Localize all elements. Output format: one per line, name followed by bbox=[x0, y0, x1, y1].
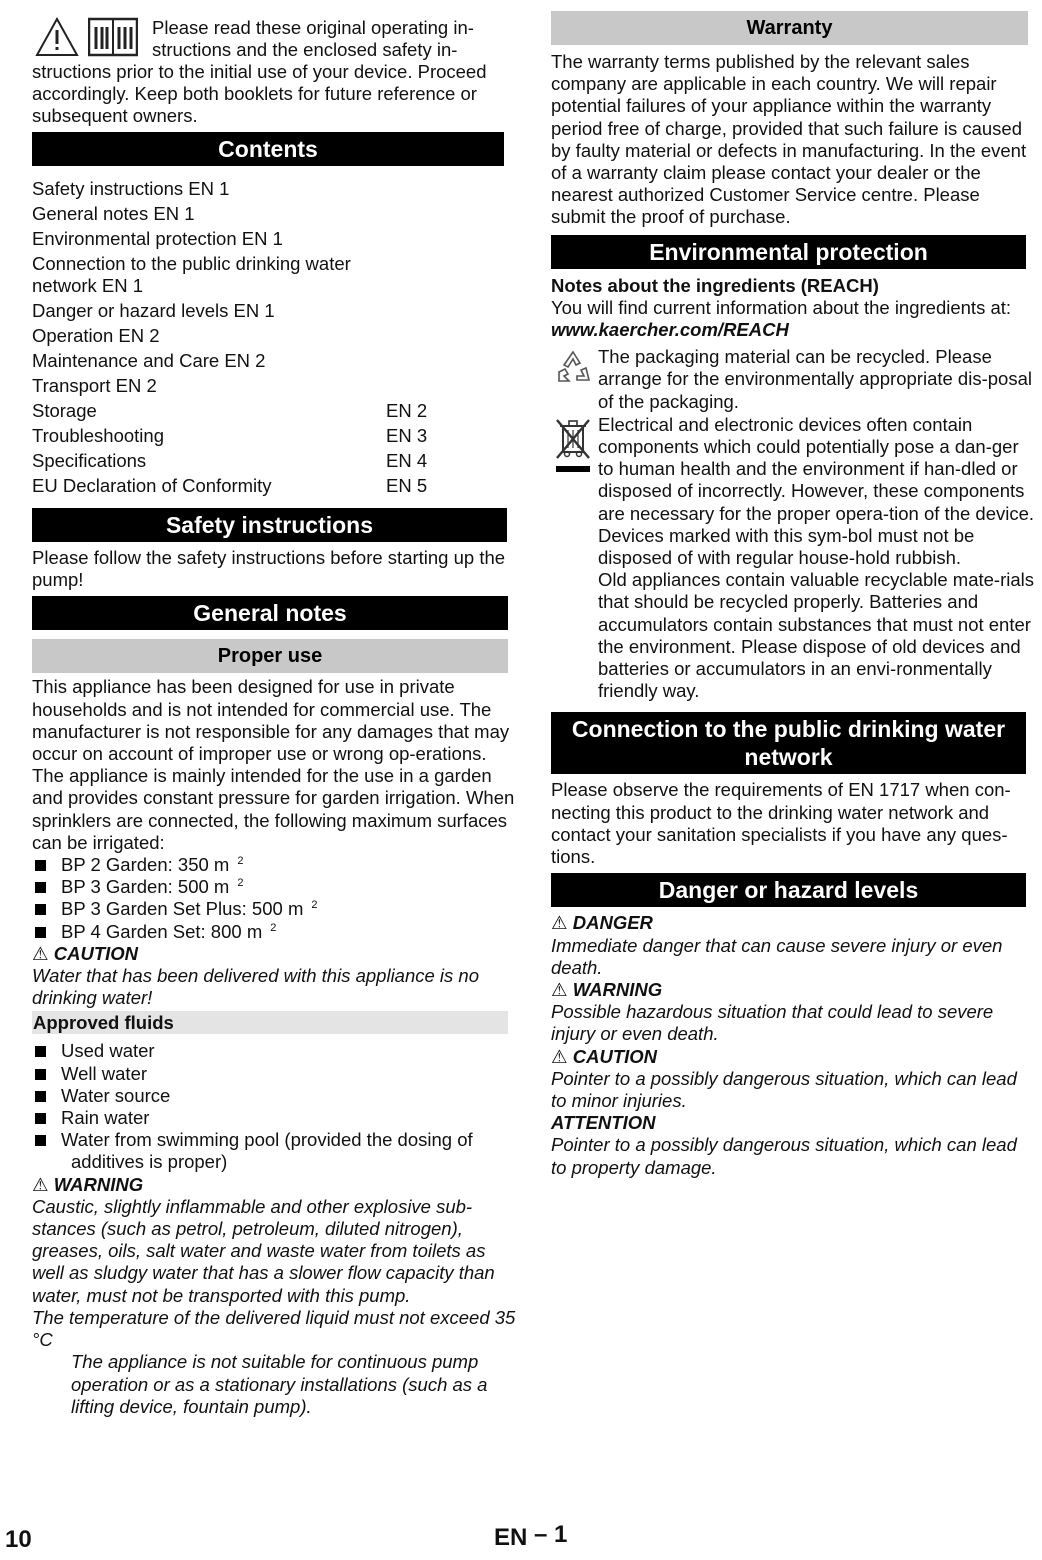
list-item: Water from swimming pool (provided the dosing of bbox=[32, 1129, 518, 1151]
toc-title: EU Declaration of Conformity bbox=[32, 475, 272, 496]
reach-heading: Notes about the ingredients (REACH) bbox=[551, 274, 879, 296]
old-appliances-text: Old appliances contain valuable recyclable mate-rials that should be recycled properly. Batteries and accumulators contain substances that must not enter the environment. Please dispose of old devices and batteries or accumulators in an envi-ronmentally friendly way. bbox=[598, 569, 1035, 702]
toc-title: Specifications bbox=[32, 450, 147, 471]
not-suitable-text: The appliance is not suitable for continuous pump operation or as a stationary installations (such as a lifting device, fountain pump). bbox=[71, 1351, 488, 1417]
bullet-square-icon bbox=[35, 1135, 46, 1146]
warning-triangle-icon: ⚠ bbox=[551, 978, 568, 1000]
connection-text: Please observe the requirements of EN 1717 when con-necting this product to the drinking water network and contact your sanitation specialists if you have any ques-tions. bbox=[551, 779, 1011, 868]
list-item: BP 3 Garden Set Plus: 500 m $^2$ bbox=[32, 898, 518, 920]
list-item: BP 2 Garden: 350 m $^2$ bbox=[32, 854, 518, 876]
proper-use-heading: Proper use bbox=[32, 639, 508, 673]
intro-line1: Please read these original operating in- bbox=[152, 17, 474, 38]
areas-list bbox=[32, 854, 518, 943]
intro-rest: structions prior to the initial use of your device. Proceed accordingly. Keep both booklets for future reference or subsequent owners. bbox=[32, 61, 487, 127]
list-item: Rain water bbox=[32, 1107, 518, 1129]
warning-label: ⚠ WARNING bbox=[32, 1173, 144, 1195]
proper-use-para2: The appliance is mainly intended for the use in a garden and provides constant pressure for garden irrigation. When sprinklers are connected, the following maximum surfaces can be irrigated: bbox=[32, 765, 515, 853]
packaging-text: The packaging material can be recycled. Please arrange for the environmentally appropriate dis-posal of the packaging. bbox=[598, 346, 1032, 412]
bullet-square-icon bbox=[35, 882, 46, 893]
warning-triangle-icon: ⚠ bbox=[32, 1173, 49, 1195]
toc-entry[interactable]: Safety instructions EN 1 bbox=[32, 178, 230, 199]
toc-entry[interactable]: Danger or hazard levels EN 1 bbox=[32, 300, 275, 321]
left-column bbox=[32, 0, 518, 1418]
general-notes-heading: General notes bbox=[32, 596, 508, 630]
toc-row[interactable] bbox=[32, 423, 518, 448]
crossed-bin-icon bbox=[553, 416, 593, 476]
toc-title: Troubleshooting bbox=[32, 425, 164, 446]
bullet-square-icon bbox=[35, 1069, 46, 1080]
electrical-block bbox=[551, 414, 1037, 703]
bullet-square-icon bbox=[35, 1046, 46, 1057]
electrical-text: Electrical and electronic devices often contain components which could potentially pose a dan-ger to human health and the environment if han-dled or disposed of incorrectly. However, these components are necessary for the proper opera-tion of the device. Devices marked with this sym-bol must not be disposed of with regular house-hold rubbish. bbox=[598, 413, 1035, 569]
recycle-icon bbox=[553, 348, 593, 388]
packaging-block bbox=[551, 346, 1037, 413]
danger-text: Immediate danger that can cause severe injury or even death. bbox=[551, 934, 1003, 978]
list-item: Water source bbox=[32, 1085, 518, 1107]
hazard-heading: Danger or hazard levels bbox=[551, 873, 1026, 907]
proper-use-para1: This appliance has been designed for use in private households and is not intended for commercial use. The manufacturer is not responsible for any damages that may occur on account of improper use or wrong op-erations. bbox=[32, 676, 510, 765]
toc-page: EN 4 bbox=[386, 450, 428, 471]
connection-heading-line2: network bbox=[744, 744, 833, 771]
toc-page: EN 2 bbox=[386, 400, 428, 421]
caution-label: ⚠ CAUTION bbox=[32, 942, 139, 964]
bullet-square-icon bbox=[35, 1091, 46, 1102]
list-item: Used water bbox=[32, 1040, 518, 1062]
danger-label: ⚠ DANGER bbox=[551, 912, 653, 934]
approved-fluids-heading: Approved fluids bbox=[32, 1011, 508, 1034]
warning-triangle-icon: ⚠ bbox=[551, 912, 568, 934]
warning-level-text: Possible hazardous situation that could lead to severe injury or even death. bbox=[551, 1001, 994, 1045]
toc-row[interactable] bbox=[32, 398, 518, 423]
intro-line2: structions and the enclosed safety in- bbox=[152, 39, 458, 60]
temperature-text: The temperature of the delivered liquid must not exceed 35 °C bbox=[32, 1306, 516, 1351]
warning-triangle-icon: ⚠ bbox=[551, 1045, 568, 1067]
list-item: BP 4 Garden Set: 800 m $^2$ bbox=[32, 921, 518, 943]
contents-heading: Contents bbox=[32, 132, 504, 166]
toc-entry[interactable]: General notes EN 1 bbox=[32, 203, 195, 224]
list-item-continuation: additives is proper) bbox=[71, 1151, 228, 1173]
warning-triangle-icon: ⚠ bbox=[32, 942, 49, 964]
toc-page: EN 5 bbox=[386, 475, 428, 496]
toc-list bbox=[32, 176, 518, 498]
bullet-square-icon bbox=[35, 860, 46, 871]
safety-text: Please follow the safety instructions before starting up the pump! bbox=[32, 547, 506, 591]
attention-label: ATTENTION bbox=[551, 1112, 656, 1134]
manual-book-icon bbox=[88, 17, 138, 57]
toc-entry[interactable]: Transport EN 2 bbox=[32, 375, 157, 396]
reach-text: You will find current information about the ingredients at: bbox=[551, 296, 1012, 318]
bullet-square-icon bbox=[35, 1113, 46, 1124]
toc-row[interactable] bbox=[32, 473, 518, 498]
bullet-square-icon bbox=[35, 904, 46, 915]
toc-entry[interactable]: Maintenance and Care EN 2 bbox=[32, 350, 266, 371]
toc-row[interactable] bbox=[32, 448, 518, 473]
warranty-text: The warranty terms published by the relevant sales company are applicable in each country. We will repair potential failures of your appliance within the warranty period free of charge, provided that such failure is caused by faulty material or defects in manufacturing. In the event of a warranty claim please contact your dealer or the nearest authorized Customer Service centre. Please submit the proof of purchase. bbox=[551, 51, 1027, 228]
intro-block bbox=[32, 0, 518, 128]
page-footer-label: EN – 1 bbox=[494, 1521, 568, 1551]
warning-level-label: ⚠ WARNING bbox=[551, 978, 663, 1000]
list-item: BP 3 Garden: 500 m $^2$ bbox=[32, 876, 518, 898]
toc-entry[interactable]: Environmental protection EN 1 bbox=[32, 228, 283, 249]
caution-level-text: Pointer to a possibly dangerous situation, which can lead to minor injuries. bbox=[551, 1067, 1017, 1111]
fluids-list bbox=[32, 1040, 518, 1173]
warning-text: Caustic, slightly inflammable and other explosive sub-stances (such as petrol, petroleum, diluted nitrogen), greases, oils, salt water and waste water from toilets as well as sludgy water that has a slower flow capacity than water, must not be transported with this pump. bbox=[32, 1195, 495, 1306]
environment-heading: Environmental protection bbox=[551, 235, 1026, 269]
page-number: 10 bbox=[5, 1526, 32, 1553]
warning-triangle-icon bbox=[35, 17, 79, 57]
connection-heading-line1: Connection to the public drinking water bbox=[571, 716, 1006, 743]
caution-level-label: ⚠ CAUTION bbox=[551, 1045, 658, 1067]
reach-link[interactable]: www.kaercher.com/REACH bbox=[551, 319, 789, 341]
connection-heading bbox=[551, 712, 1026, 774]
caution-text: Water that has been delivered with this appliance is no drinking water! bbox=[32, 965, 480, 1009]
list-item: Well water bbox=[32, 1063, 518, 1085]
toc-page: EN 3 bbox=[386, 425, 428, 446]
toc-title: Storage bbox=[32, 400, 97, 421]
safety-heading: Safety instructions bbox=[32, 508, 507, 542]
attention-text: Pointer to a possibly dangerous situation, which can lead to property damage. bbox=[551, 1134, 1017, 1178]
toc-entry[interactable]: Connection to the public drinking water network EN 1 bbox=[32, 253, 351, 296]
bullet-square-icon bbox=[35, 927, 46, 938]
right-column bbox=[551, 0, 1037, 1179]
warranty-heading: Warranty bbox=[551, 11, 1028, 45]
hazard-levels bbox=[551, 912, 1037, 1178]
toc-entry[interactable]: Operation EN 2 bbox=[32, 325, 160, 346]
